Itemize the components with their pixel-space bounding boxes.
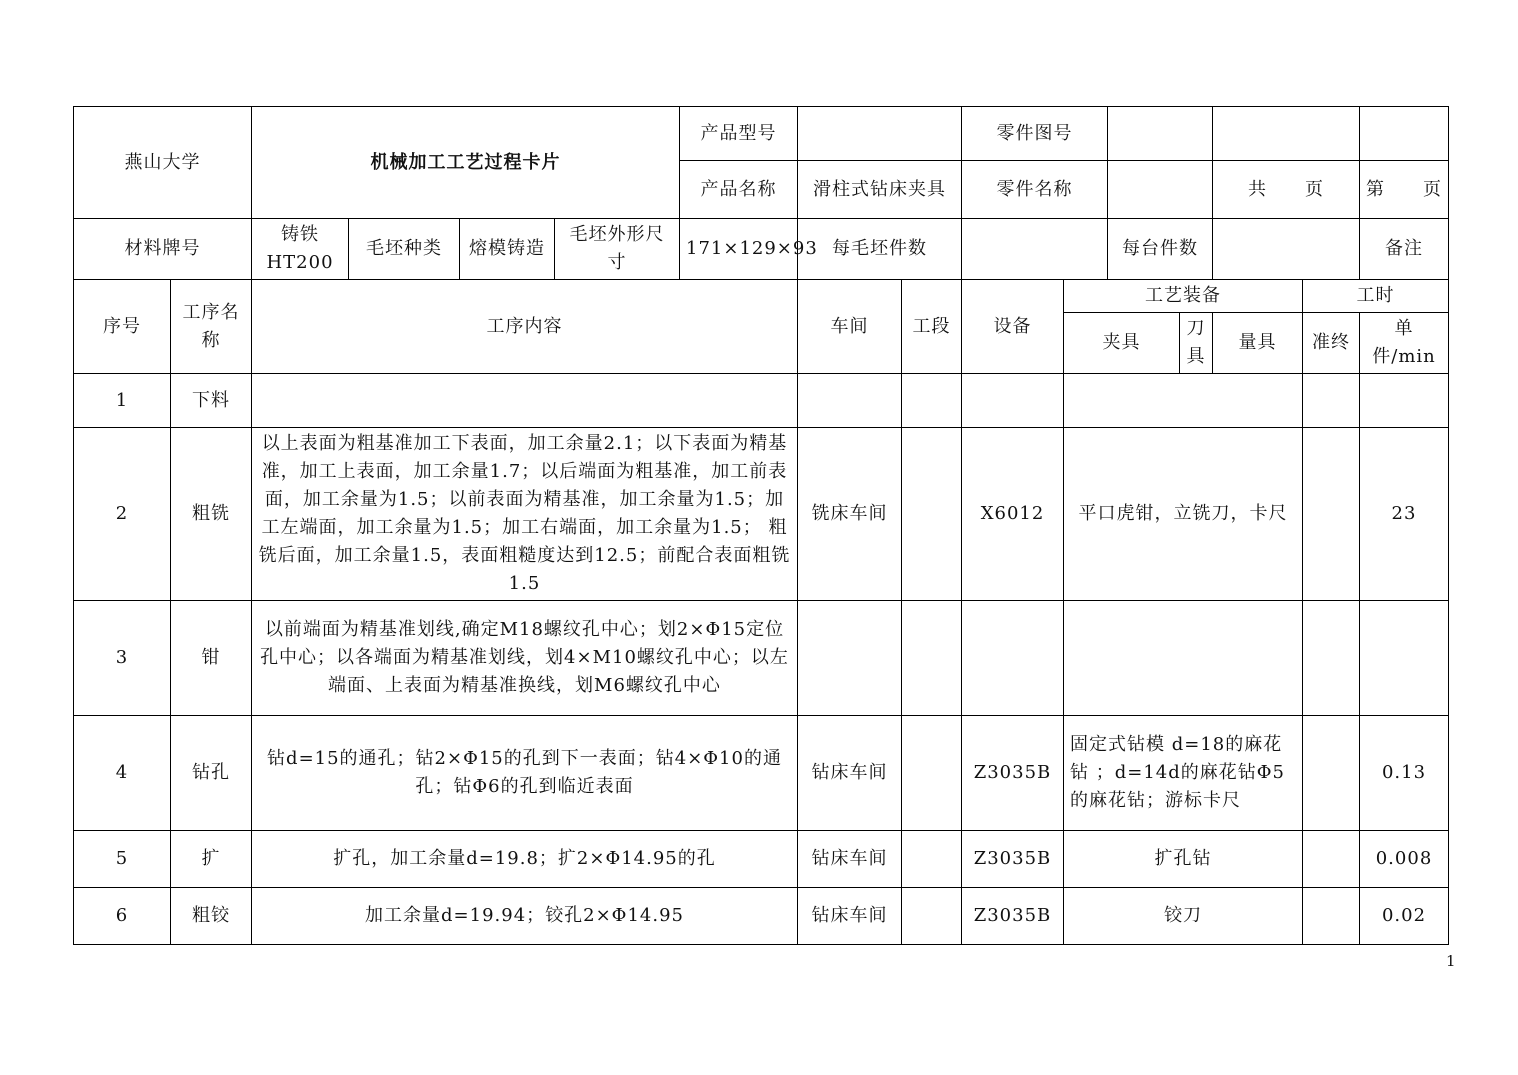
product-name-value: 滑柱式钻床夹具 [798,161,962,219]
col-cutter: 刀具 [1180,313,1213,374]
total-page-label: 页 [1305,178,1324,200]
col-tooling: 工艺装备 [1064,280,1303,313]
product-model-value [798,107,962,161]
row-tooling [1064,601,1303,716]
per-blank-value [962,219,1108,280]
row-equipment: Z3035B [962,831,1064,888]
row-section [902,716,962,831]
row-unit-time: 0.02 [1360,888,1449,945]
row-seq: 6 [74,888,171,945]
row-prep [1303,716,1360,831]
row-workshop [798,374,902,428]
per-blank-label: 每毛坯件数 [798,219,962,280]
row-tooling: 固定式钻模 d=18的麻花钻 ；d=14d的麻花钻Φ5的麻花钻；游标卡尺 [1064,716,1303,831]
row-prep [1303,601,1360,716]
part-name-label: 零件名称 [962,161,1108,219]
row-op-content: 扩孔，加工余量d=19.8；扩2×Φ14.95的孔 [252,831,798,888]
col-seq: 序号 [74,280,171,374]
row-seq: 3 [74,601,171,716]
col-time: 工时 [1303,280,1449,313]
part-drawing-label: 零件图号 [962,107,1108,161]
page-page-label: 页 [1423,178,1442,200]
row-op-name: 粗铰 [171,888,252,945]
material-value: 铸铁HT200 [252,219,349,280]
school-name: 燕山大学 [74,107,252,219]
blank-size-label: 毛坯外形尺寸 [555,219,680,280]
row-op-name: 粗铣 [171,428,252,601]
material-label: 材料牌号 [74,219,252,280]
row-workshop: 钻床车间 [798,888,902,945]
process-card-table [73,106,1449,945]
header-blank-cell [1213,107,1360,161]
blank-size-value: 171×129×93 [680,219,798,280]
current-page-cell [1360,161,1449,219]
row-unit-time: 23 [1360,428,1449,601]
col-equipment: 设备 [962,280,1064,374]
row-section [902,428,962,601]
col-op-content: 工序内容 [252,280,798,374]
row-prep [1303,831,1360,888]
row-tooling: 平口虎钳，立铣刀，卡尺 [1064,428,1303,601]
part-name-value [1108,161,1213,219]
part-drawing-value [1108,107,1213,161]
header-blank-cell [1360,107,1449,161]
row-section [902,374,962,428]
row-seq: 4 [74,716,171,831]
blank-type-label: 毛坯种类 [349,219,460,280]
row-section [902,831,962,888]
row-op-content: 以上表面为粗基准加工下表面，加工余量2.1；以下表面为精基准，加工上表面，加工余量1.7；以后端面为粗基准，加工前表面，加工余量为1.5；以前表面为精基准，加工余量为1.5；加工左端面，加工余量为1.5；加工右端面，加工余量为1.5； 粗铣后面，加工余量1.5，表面粗糙度达到12.5；前配合表面粗铣1.5 [252,428,798,601]
col-fixture: 夹具 [1064,313,1180,374]
row-op-content: 钻d=15的通孔；钻2×Φ15的孔到下一表面；钻4×Φ10的通孔；钻Φ6的孔到临近表面 [252,716,798,831]
row-equipment [962,601,1064,716]
row-op-content [252,374,798,428]
remark-label: 备注 [1360,219,1449,280]
row-equipment: X6012 [962,428,1064,601]
row-equipment: Z3035B [962,716,1064,831]
col-prep: 准终 [1303,313,1360,374]
row-seq: 1 [74,374,171,428]
row-tooling: 铰刀 [1064,888,1303,945]
total-pages-cell [1213,161,1360,219]
col-workshop: 车间 [798,280,902,374]
row-prep [1303,374,1360,428]
product-name-label: 产品名称 [680,161,798,219]
row-unit-time [1360,374,1449,428]
row-workshop: 钻床车间 [798,831,902,888]
card-title: 机械加工工艺过程卡片 [252,107,680,219]
col-section: 工段 [902,280,962,374]
per-unit-label: 每台件数 [1108,219,1213,280]
row-seq: 2 [74,428,171,601]
row-unit-time: 0.13 [1360,716,1449,831]
row-seq: 5 [74,831,171,888]
col-gauge: 量具 [1213,313,1303,374]
product-model-label: 产品型号 [680,107,798,161]
row-unit-time [1360,601,1449,716]
row-unit-time: 0.008 [1360,831,1449,888]
row-prep [1303,428,1360,601]
row-op-name: 钻孔 [171,716,252,831]
col-unit: 单件/min [1360,313,1449,374]
row-op-name: 下料 [171,374,252,428]
blank-type-value: 熔模铸造 [460,219,555,280]
row-equipment [962,374,1064,428]
row-op-content: 加工余量d=19.94；铰孔2×Φ14.95 [252,888,798,945]
row-section [902,601,962,716]
row-op-content: 以前端面为精基准划线,确定M18螺纹孔中心；划2×Φ15定位孔中心；以各端面为精基准划线，划4×M10螺纹孔中心；以左端面、上表面为精基准换线，划M6螺纹孔中心 [252,601,798,716]
row-workshop: 铣床车间 [798,428,902,601]
per-unit-value [1213,219,1360,280]
row-tooling [1064,374,1303,428]
row-op-name: 钳 [171,601,252,716]
col-op-name: 工序名称 [171,280,252,374]
page-number: 1 [1446,952,1456,970]
row-op-name: 扩 [171,831,252,888]
page-label: 第 [1366,178,1385,200]
row-prep [1303,888,1360,945]
row-section [902,888,962,945]
row-workshop [798,601,902,716]
row-equipment: Z3035B [962,888,1064,945]
row-workshop: 钻床车间 [798,716,902,831]
total-label: 共 [1248,178,1267,200]
row-tooling: 扩孔钻 [1064,831,1303,888]
